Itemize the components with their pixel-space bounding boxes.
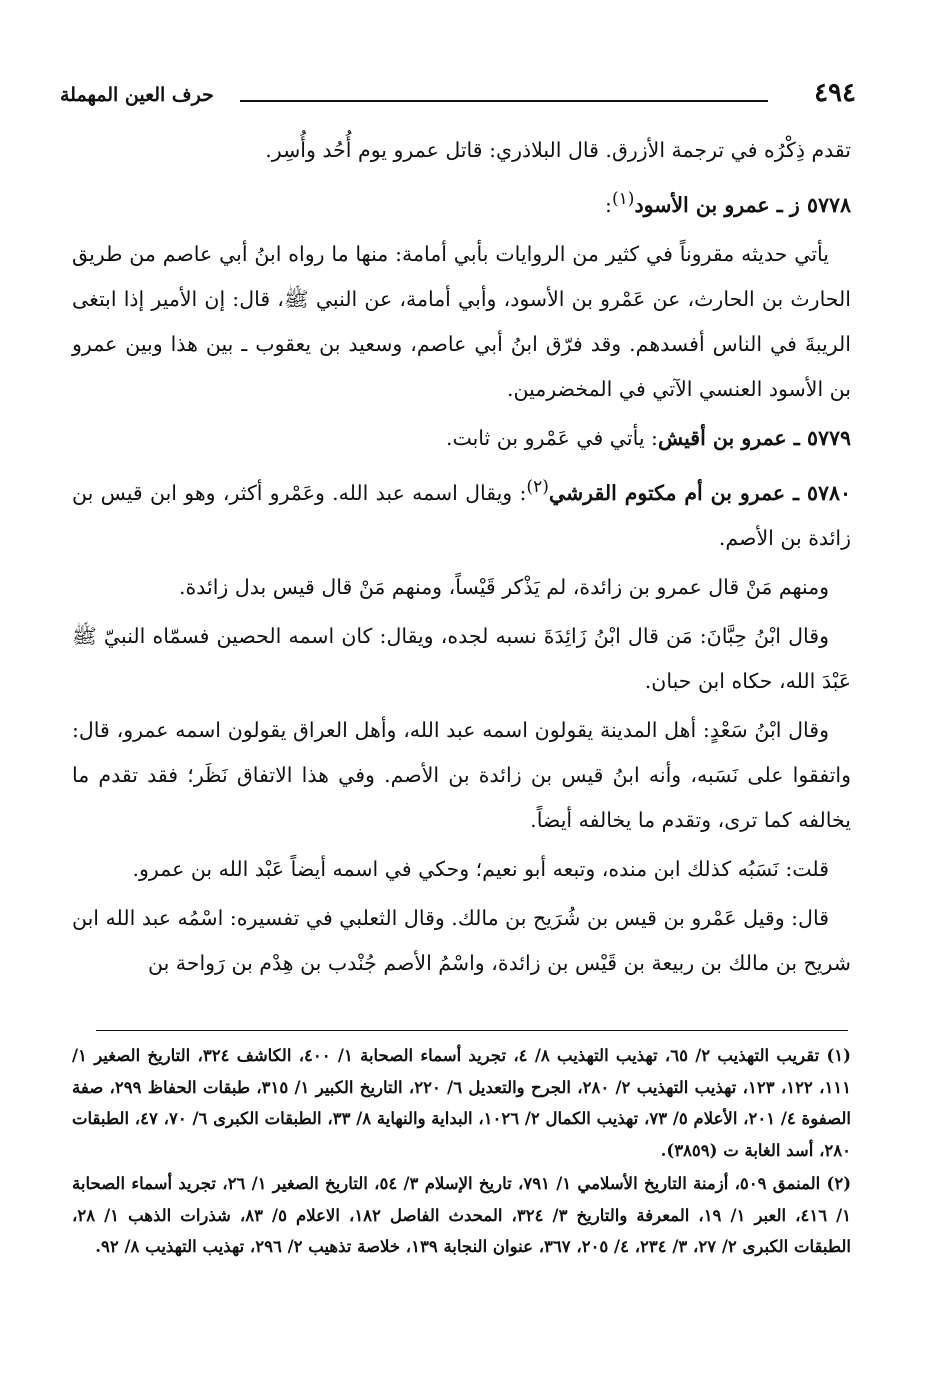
paragraph-text: وقال ابْنُ حِبَّانَ: مَن قال ابْنُ زَائِدَةَ نسبه لجده، ويقال: كان اسمه الحصين فسمّاه النبيّ ﷺ عَبْدَ الله، حكاه ابن حبان. (72, 623, 851, 693)
entry-title: ٥٧٧٨ ز ـ عمرو بن الأسود (634, 192, 851, 217)
footnote-ref: (١) (611, 189, 635, 209)
paragraph (72, 232, 851, 412)
entry-heading (72, 465, 851, 561)
entry-text: : يأتي في عَمْرو بن ثابت. (445, 425, 658, 450)
paragraph (72, 614, 851, 704)
paragraph (72, 565, 851, 610)
entry-title: ٥٧٨٠ ـ عمرو بن أم مكتوم القرشي (548, 480, 851, 505)
paragraph-text: يأتي حديثه مقروناً في كثير من الروايات بأبي أمامة: منها ما رواه ابنُ أبي عاصم من طريق الحارث بن الحارث، عن عَمْرو بن الأسود، وأبي أمامة، عن النبي ﷺ، قال: إن الأمير إذا ابتغى الريبةَ في الناس أفسدهم. وقد فرّق ابنُ أبي عاصم، وسعيد بن يعقوب ـ بين هذا وبين عمرو بن الأسود العنسي الآتي في المخضرمين. (72, 241, 851, 401)
entry-heading (72, 177, 851, 228)
entry-title: ٥٧٧٩ ـ عمرو بن أقيش (657, 425, 851, 450)
paragraph-text: تقدم ذِكْرُه في ترجمة الأزرق. قال البلاذري: قاتل عمرو يوم أُحُد وأُسِر. (265, 138, 851, 162)
paragraph (72, 896, 851, 986)
footnote: (٢) المنمق ٥٠٩، أزمنة التاريخ الأسلامي ١/ ٧٩١، تاريخ الإسلام ٣/ ٥٤، التاريخ الصغير ١/ ٢٦، تجريد أسماء الصحابة ١/ ٤١٦، العبر ١/ ١٩، المعرفة والتاريخ ٣/ ٣٢٤، المحدث الفاصل ١٨٢، الاعلام ٥/ ٨٣، شذرات الذهب ١/ ٢٨، الطبقات الكبرى ٢/ ٢٧، ٣/ ٢٣٤، ٤/ ٢٠٥، ٣٦٧، عنوان النجابة ١٣٩، خلاصة تذهيب ٢/ ٢٩٦، تهذيب التهذيب ٨/ ٩٢. (72, 1174, 852, 1256)
footnote-divider (96, 1030, 848, 1031)
running-title: حرف العين المهملة (60, 84, 214, 106)
footnotes (72, 1040, 851, 1265)
paragraph (72, 128, 851, 173)
entry-text: : ويقال اسمه عبد الله. وعَمْرو أكثر، وهو ابن قيس بن زائدة بن الأصم. (72, 480, 851, 550)
footnote-ref: (٢) (526, 476, 549, 497)
paragraph (72, 708, 851, 843)
page-number: ٤٩٤ (814, 78, 856, 108)
paragraph-text: ومنهم مَنْ قال عمرو بن زائدة، لم يَذْكر قَيْساً، ومنهم مَنْ قال قيس بدل زائدة. (179, 574, 829, 599)
page-header (60, 78, 856, 114)
entry-heading (72, 416, 851, 461)
footnote: (١) تقريب التهذيب ٢/ ٦٥، تهذيب التهذيب ٨/ ٤، تجريد أسماء الصحابة ١/ ٤٠٠، الكاشف ٣٢٤، التاريخ الصغير ١/ ١١١، ١٢٢، ١٢٣، تهذيب التهذيب ٢/ ٢٨٠، الجرح والتعديل ٦/ ٢٢٠، التاريخ الكبير ١/ ٣١٥، طبقات الحفاظ ٢٩٩، صفة الصفوة ٤/ ٢٠١، الأعلام ٥/ ٧٣، تهذيب الكمال ٢/ ١٠٢٦، البداية والنهاية ٨/ ٣٣، الطبقات الكبرى ٦/ ٧٠، ٤٧، الطبقات ٢٨٠، أسد الغابة ت (٣٨٥٩). (72, 1046, 852, 1160)
entry-text: : (605, 192, 612, 217)
main-text (72, 128, 851, 990)
paragraph (72, 847, 851, 892)
paragraph-text: قلت: نَسَبُه كذلك ابن منده، وتبعه أبو نعيم؛ وحكي في اسمه أيضاً عَبْد الله بن عمرو. (132, 856, 829, 881)
paragraph-text: قال: وقيل عَمْرو بن قيس بن شُرَيح بن مالك. وقال الثعلبي في تفسيره: اسْمُه عبد الله ابن شريح بن مالك بن ربيعة بن قَيْس بن زائدة، واسْمُ الأصم جُنْدب بن هِدْم بن رَواحة بن (72, 905, 851, 975)
paragraph-text: وقال ابْنُ سَعْدٍ: أهل المدينة يقولون اسمه عبد الله، وأهل العراق يقولون اسمه عمرو، قال: واتفقوا على نَسَبه، وأنه ابنُ قيس بن زائدة بن الأصم. وفي هذا الاتفاق نَظَر؛ فقد تقدم ما يخالفه كما ترى، وتقدم ما يخالفه أيضاً. (72, 717, 851, 832)
header-rule (240, 100, 768, 102)
